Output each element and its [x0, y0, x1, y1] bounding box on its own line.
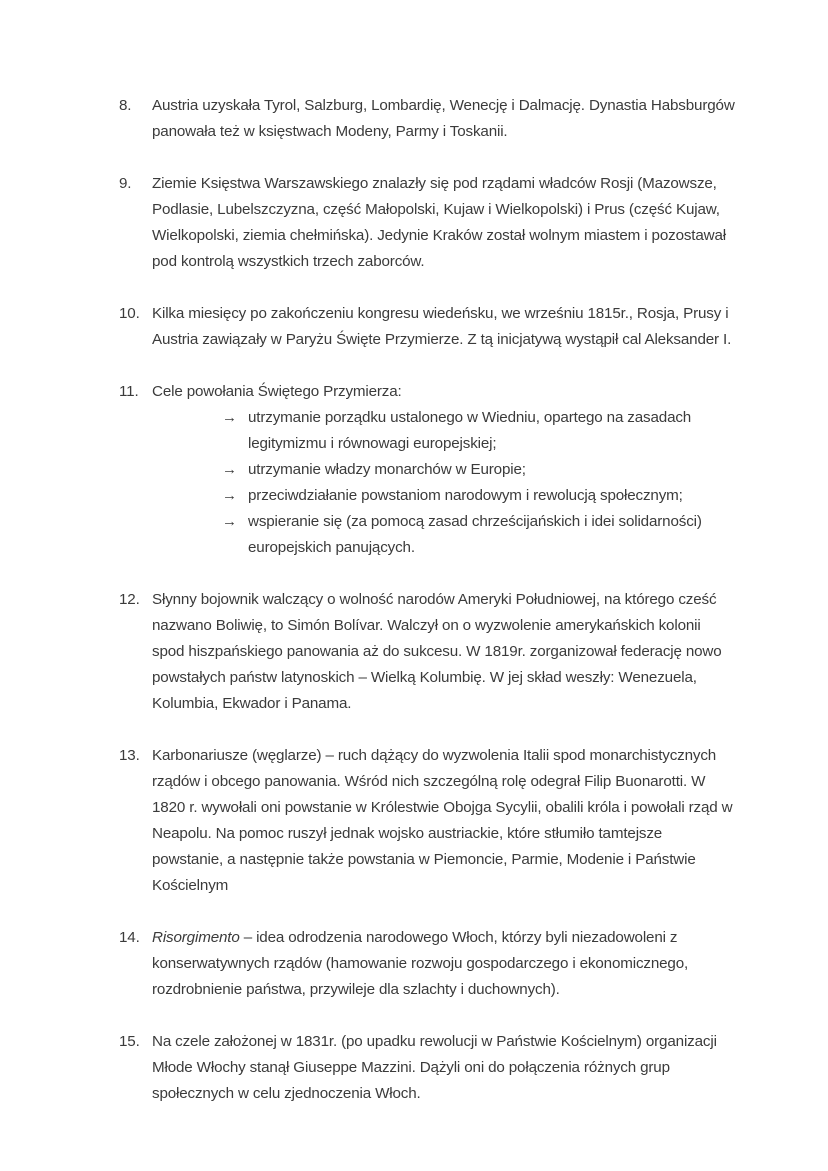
sub-list-item — [222, 483, 735, 509]
list-item-number: 8. — [119, 97, 132, 114]
sub-list — [222, 405, 735, 561]
list-item-text: Słynny bojownik walczący o wolność narodów Ameryki Południowej, na którego cześć nazwano Boliwię, to Simón Bolívar. Walczył on o wyzwolenie amerykańskich kolonii spod hiszpańskiego panowania aż do sukcesu. W 1819r. zorganizował federację nowo powstałych państw latynoskich – Wielką Kolumbię. W jej skład weszły: Wenezuela, Kolumbia, Ekwador i Panama. — [152, 591, 722, 712]
sub-list-item-text: wspieranie się (za pomocą zasad chrześcijańskich i idei solidarności) europejskich panujących. — [248, 513, 702, 556]
list-item-body — [152, 93, 735, 145]
arrow-right-icon: → — [222, 409, 237, 426]
sub-list-item — [222, 509, 735, 561]
list-item — [119, 93, 735, 145]
list-item-body — [152, 743, 735, 899]
sub-list-item-text: utrzymanie władzy monarchów w Europie; — [248, 461, 526, 478]
list-item — [119, 743, 735, 899]
list-item-text — [152, 925, 735, 1003]
list-item-number: 10. — [119, 305, 140, 322]
list-item — [119, 1029, 735, 1107]
list-item-text: Karbonariusze (węglarze) – ruch dążący do wyzwolenia Italii spod monarchistycznych rządów i obcego panowania. Wśród nich szczególną rolę odegrał Filip Buonarotti. W 1820 r. wywołali oni powstanie w Królestwie Obojga Sycylii, obalili króla i powołali rząd w Neapolu. Na pomoc ruszył jednak wojsko austriackie, które stłumiło tamtejsze powstanie, a następnie także powstania w Piemoncie, Parmie, Modenie i Państwie Kościelnym — [152, 747, 733, 894]
list-item-text: Austria uzyskała Tyrol, Salzburg, Lombardię, Wenecję i Dalmację. Dynastia Habsburgów panowała też w księstwach Modeny, Parmy i Toskanii. — [152, 97, 735, 140]
list-item-text-rest: – idea odrodzenia narodowego Włoch, którzy byli niezadowoleni z konserwatywnych rządów (hamowanie rozwoju gospodarczego i ekonomicznego, rozdrobnienie państwa, przywileje dla szlachty i duchownych). — [152, 929, 689, 998]
list-item-text: Cele powołania Świętego Przymierza: — [152, 383, 402, 400]
list-item — [119, 925, 735, 1003]
list-item — [119, 301, 735, 353]
sub-list-item-text: utrzymanie porządku ustalonego w Wiedniu, opartego na zasadach legitymizmu i równowagi europejskiej; — [248, 409, 692, 452]
list-item-number: 14. — [119, 929, 140, 946]
list-item-number: 11. — [119, 383, 139, 400]
list-item-body — [152, 925, 735, 1003]
list-item-body — [152, 301, 735, 353]
list-item-body — [152, 1029, 735, 1107]
list-item-text: Kilka miesięcy po zakończeniu kongresu wiedeńsku, we wrześniu 1815r., Rosja, Prusy i Austria zawiązały w Paryżu Święte Przymierze. Z tą inicjatywą wystąpił cal Aleksander I. — [152, 305, 732, 348]
arrow-right-icon: → — [222, 461, 237, 478]
list-item-number: 15. — [119, 1033, 140, 1050]
numbered-list — [119, 93, 735, 1107]
sub-list-item — [222, 457, 735, 483]
italic-term: Risorgimento — [152, 929, 240, 946]
list-item-body — [152, 171, 735, 275]
list-item — [119, 587, 735, 717]
list-item — [119, 379, 735, 561]
list-item-number: 13. — [119, 747, 140, 764]
list-item-number: 12. — [119, 591, 140, 608]
arrow-right-icon: → — [222, 487, 237, 504]
list-item-body — [152, 587, 735, 717]
list-item — [119, 171, 735, 275]
sub-list-item — [222, 405, 735, 457]
sub-list-item-text: przeciwdziałanie powstaniom narodowym i rewolucją społecznym; — [248, 487, 683, 504]
list-item-text: Ziemie Księstwa Warszawskiego znalazły się pod rządami władców Rosji (Mazowsze, Podlasie, Lubelszczyzna, część Małopolski, Kujaw i Wielkopolski) i Prus (część Kujaw, Wielkopolski, ziemia chełmińska). Jedynie Kraków został wolnym miastem i pozostawał pod kontrolą wszystkich trzech zaborców. — [152, 175, 726, 270]
list-item-number: 9. — [119, 175, 132, 192]
list-item-body — [152, 379, 735, 561]
list-item-text: Na czele założonej w 1831r. (po upadku rewolucji w Państwie Kościelnym) organizacji Młode Włochy stanął Giuseppe Mazzini. Dążyli oni do połączenia różnych grup społecznych w celu zjednoczenia Włoch. — [152, 1033, 717, 1102]
arrow-right-icon: → — [222, 513, 237, 530]
